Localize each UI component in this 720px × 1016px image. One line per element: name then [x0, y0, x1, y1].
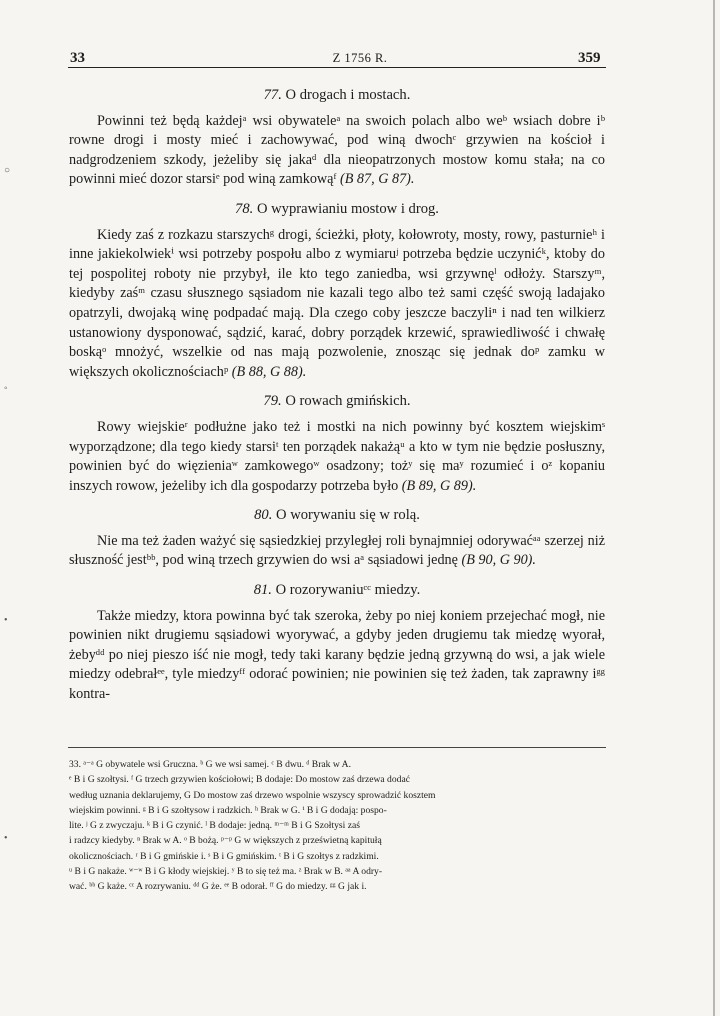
margin-mark: •	[4, 615, 8, 626]
paragraph-text: Także miedzy, ktora powinna być tak szeroka, żeby po niej koniem przejechać mogł, nie powinien nikt drugiemu sąsiadowi wyorywać, a gdyby jeden drugiemu tak miedzę wyorał, żebyᵈᵈ po niej pieszo iść nie mogł, tedy taki karany będzie jedną grzywną do wsi, a jak wiele miedzy odebrałᵉᵉ, tyle miedzyᶠᶠ odorać powinien; nie powinien się też żaden, tak zaprawny iᵍᵍ kontra-	[69, 607, 605, 703]
section-title: O wyprawianiu mostow i drog.	[256, 200, 439, 217]
section-heading	[69, 86, 605, 106]
page-number-right: 359	[578, 50, 601, 66]
section-paragraph	[69, 112, 605, 190]
footnote-line: według uznania deklarujemy, G Do mostow zaś drzewo wspolnie wszyscy sprowadzić kosztem	[69, 789, 436, 801]
section-79	[69, 392, 605, 496]
section-number: 81.	[253, 582, 272, 599]
section-paragraph	[69, 226, 605, 383]
footnote-line: wiejskim powinni. ᵍ B i G szołtysow i radzkich. ʰ Brak w G. ⁱ B i G dodają: pospo-	[69, 804, 387, 816]
section-number: 80.	[254, 507, 273, 524]
source-reference: (B 87, G 87).	[339, 171, 415, 188]
paragraph-text: Kiedy zaś z rozkazu starszychᵍ drogi, ścieżki, płoty, kołowroty, mosty, rowy, pasturnieʰ i inne jakiekolwiekⁱ wsi potrzeby pospołu albo z wymiaruʲ potrzeba będzie uczynićᵏ, ktoby do tej pospolitej roboty nie przybył, ile kto tego zaniedba, wsi grzywnęˡ odłoży. Starszyᵐ, kiedyby zaśᵐ czasu słusznego sąsiadom nie kazali tego albo też sami część swoją ladajako opatrzyli, dwojaką winę podpadać mają. Dla czego coby jeszcze baczyliⁿ i nad ten wilkierz ustanowiony dysponować, sądzić, karać, dobry porządek krzewić, sprawiedliwość i chwałę boskąᵒ mnożyć, wszelkie od nas mają pozwolenie, znosząc się jednak doᵖ zamku w większych okolicznościachᵖ	[69, 226, 605, 380]
source-reference: (B 88, G 88).	[231, 363, 307, 380]
footnote-line: ᵉ B i G szołtysi. ᶠ G trzech grzywien kościołowi; B dodaje: Do mostow zaś drzewa dodać	[69, 774, 410, 786]
footnote-line: i radzcy kiedyby. ⁿ Brak w A. ᵒ B bożą. ᵖ⁻ᵖ G w większych z prześwietną kapitułą	[69, 835, 382, 847]
paragraph-text: Powinni też będą każdejᵃ wsi obywateleᵃ na swoich polach albo weᵇ wsiach dobre iᵇ rowne drogi i mosty mieć i zachowywać, pod winą dwochᶜ grzywien na kościoł i nadgrodzeniem szkody, jeżeliby się jakaᵈ dla nieopatrzonych mostow komu stała; na co powinni mieć dozor starsiᵉ pod winą zamkowąᶠ	[69, 112, 605, 188]
section-title: O drogach i mostach.	[285, 87, 411, 103]
section-78	[69, 200, 605, 382]
section-heading	[69, 581, 605, 601]
page-number-left: 33	[70, 50, 85, 66]
section-title: O rozorywaniuᶜᶜ miedzy.	[275, 582, 421, 599]
footnote-rule	[68, 747, 606, 748]
footnote-line: wać. ᵇᵇ G każe. ᶜᶜ A rozrywaniu. ᵈᵈ G że. ᵉᵉ B odorał. ᶠᶠ G do miedzy. ᵍᵍ G jak i.	[69, 881, 367, 893]
paragraph-text: Rowy wiejskieʳ podłużne jako też i mostki na nich powinny być kosztem wiejskimˢ wyporządzone; dla tego kiedy starsiᵗ ten porządek nakażąᵘ a kto w tym nie będzie posłuszny, powinien być do więzieniaʷ zamkowegoʷ osadzony; tożʸ się maʸ rozumieć i oᶻ kopaniu inszych rowow, jeżeliby ich dla gospodarzy potrzeba było	[69, 418, 605, 494]
section-paragraph	[69, 607, 605, 705]
section-77	[69, 86, 605, 190]
section-heading	[69, 392, 605, 412]
page-edge	[713, 0, 715, 1016]
section-heading	[69, 200, 605, 220]
section-title: O worywaniu się w rolą.	[276, 507, 420, 524]
source-reference: (B 90, G 90).	[461, 552, 536, 569]
footnote-line: 33. ᵃ⁻ᵃ G obywatele wsi Gruczna. ᵇ G we wsi samej. ᶜ B dwu. ᵈ Brak w A.	[69, 759, 351, 770]
section-number: 77.	[263, 87, 282, 103]
source-reference: (B 89, G 89).	[401, 477, 477, 494]
footnote-line: lite. ʲ G z zwyczaju. ᵏ B i G czynić. ˡ B dodaje: jedną. ᵐ⁻ᵐ B i G Szołtysi zaś	[69, 820, 360, 832]
section-paragraph	[69, 418, 605, 496]
footnotes	[69, 757, 605, 895]
section-heading	[69, 506, 605, 526]
section-number: 79.	[263, 393, 282, 410]
footnote-line: ᵘ B i G nakaże. ʷ⁻ʷ B i G kłody wiejskiej. ʸ B to się też ma. ᶻ Brak w B. ᵃᵃ A odry-	[69, 866, 383, 878]
margin-mark: •	[4, 833, 8, 844]
running-title: Z 1756 R.	[332, 51, 388, 65]
header-rule	[68, 67, 606, 68]
main-text	[69, 86, 605, 705]
section-80	[69, 506, 605, 571]
margin-mark: ◦	[4, 383, 8, 394]
footnote-line: okolicznościach. ʳ B i G gmińskie i. ˢ B i G gmińskim. ᵗ B i G szołtys z radzkimi.	[69, 850, 379, 862]
section-paragraph	[69, 532, 605, 571]
paragraph-text: Nie ma też żaden ważyć się sąsiedzkiej przyległej roli bynajmniej odorywaćᵃᵃ szerzej niż słuszność jestᵇᵇ, pod winą trzech grzywien do wsi aᵃ sąsiadowi jednę	[69, 532, 605, 569]
margin-mark: ○	[4, 165, 11, 176]
section-81	[69, 581, 605, 705]
section-number: 78.	[235, 200, 254, 217]
section-title: O rowach gmińskich.	[285, 393, 411, 410]
